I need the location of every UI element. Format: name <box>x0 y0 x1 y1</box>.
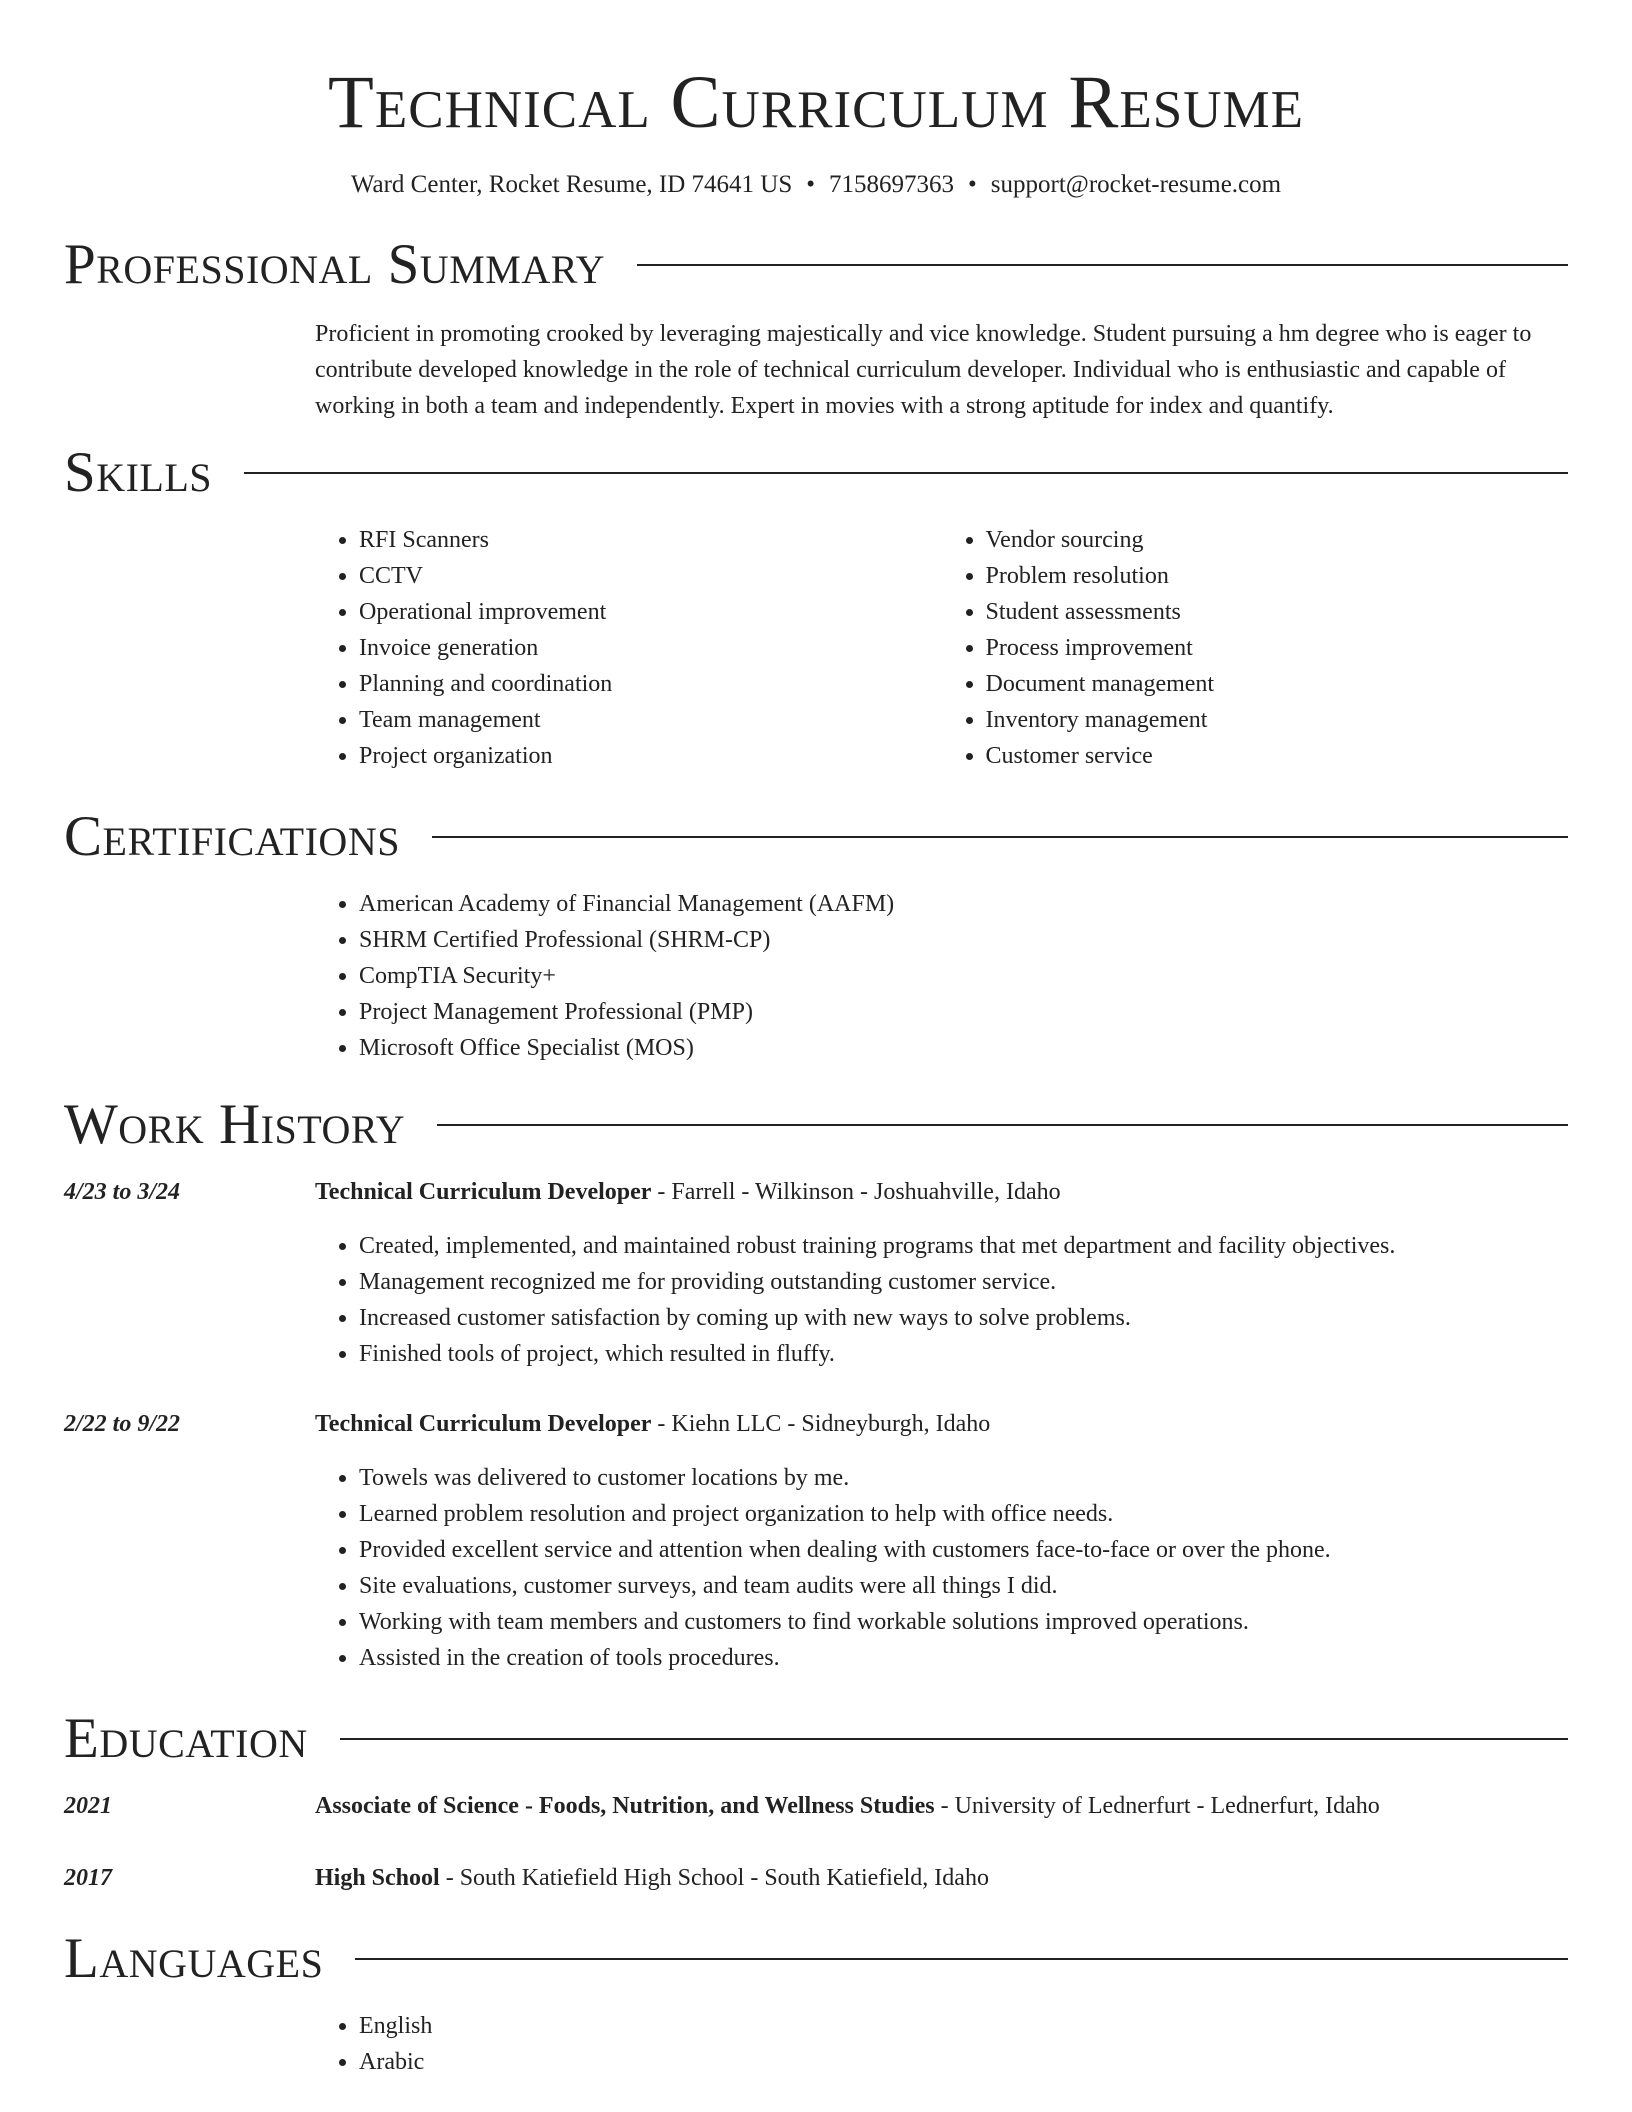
work-history-heading: Work History <box>64 1093 406 1156</box>
work-bullet-list <box>315 1228 1568 1372</box>
skill-item: • Document management <box>986 666 1569 702</box>
skills-list <box>315 522 1568 774</box>
skills-column-left <box>315 522 942 774</box>
education-details: - University of Lednerfurt - Lednerfurt, Idaho <box>934 1793 1380 1819</box>
work-bullet: • Towels was delivered to customer locations by me. <box>359 1460 1568 1496</box>
contact-email: support@rocket-resume.com <box>990 171 1282 198</box>
summary-text: Proficient in promoting crooked by leveraging majestically and vice knowledge. Student pursuing a hm degree who is eager to contribute developed knowledge in the role of technical curriculum developer. Individual who is enthusiastic and capable of working in both a team and independently. Expert in movies with a strong aptitude for index and quantify. <box>315 321 1532 419</box>
certifications-heading: Certifications <box>64 805 400 868</box>
job-details: - Farrell - Wilkinson - Joshuahville, Idaho <box>651 1179 1061 1205</box>
education-section-header <box>64 1706 1568 1772</box>
certification-item: • Project Management Professional (PMP) <box>359 994 1568 1030</box>
certifications-body <box>315 886 1568 1066</box>
skill-item: • Invoice generation <box>359 630 942 666</box>
certification-item: • Microsoft Office Specialist (MOS) <box>359 1030 1568 1066</box>
work-dates: 2/22 to 9/22 <box>64 1411 181 1437</box>
language-item: • Arabic <box>359 2044 1568 2080</box>
work-bullet: • Created, implemented, and maintained robust training programs that met department and facility objectives. <box>359 1228 1568 1264</box>
education-title <box>315 1860 989 1896</box>
work-dates: 4/23 to 3/24 <box>64 1179 181 1205</box>
skills-heading: Skills <box>64 441 213 504</box>
certification-item: • CompTIA Security+ <box>359 958 1568 994</box>
skill-item: • Problem resolution <box>986 558 1569 594</box>
work-bullet: • Learned problem resolution and project organization to help with office needs. <box>359 1496 1568 1532</box>
skill-item: • Team management <box>359 702 942 738</box>
education-degree: Associate of Science - Foods, Nutrition, and Wellness Studies <box>315 1793 935 1819</box>
summary-heading: Professional Summary <box>64 233 606 296</box>
work-bullet: • Provided excellent service and attention when dealing with customers face-to-face or over the phone. <box>359 1532 1568 1568</box>
work-bullets <box>315 1460 1568 1676</box>
work-bullets <box>315 1228 1568 1372</box>
certifications-list <box>315 886 1568 1066</box>
work-bullet: • Site evaluations, customer surveys, and team audits were all things I did. <box>359 1568 1568 1604</box>
education-degree: High School <box>315 1865 440 1891</box>
skill-item: • Student assessments <box>986 594 1569 630</box>
work-bullet: • Increased customer satisfaction by coming up with new ways to solve problems. <box>359 1300 1568 1336</box>
work-entry <box>64 1174 1568 1210</box>
education-year: 2021 <box>64 1793 112 1819</box>
work-bullet: • Working with team members and customers to find workable solutions improved operations. <box>359 1604 1568 1640</box>
contact-address: Ward Center, Rocket Resume, ID 74641 US <box>350 171 793 198</box>
contact-separator: • <box>968 171 977 198</box>
education-title <box>315 1788 1380 1824</box>
job-role: Technical Curriculum Developer <box>315 1411 652 1437</box>
languages-section-header <box>64 1926 1568 1992</box>
work-title <box>315 1406 990 1442</box>
job-role: Technical Curriculum Developer <box>315 1179 652 1205</box>
section-divider <box>437 1124 1568 1126</box>
skill-item: • RFI Scanners <box>359 522 942 558</box>
skill-item: • Vendor sourcing <box>986 522 1569 558</box>
skills-column-right <box>942 522 1569 774</box>
languages-body <box>315 2008 1568 2080</box>
skill-item: • Project organization <box>359 738 942 774</box>
skill-item: • Process improvement <box>986 630 1569 666</box>
skill-item: • Planning and coordination <box>359 666 942 702</box>
resume-name: Technical Curriculum Resume <box>328 61 1304 144</box>
section-divider <box>355 1958 1568 1960</box>
section-divider <box>244 472 1568 474</box>
skill-item: • Operational improvement <box>359 594 942 630</box>
contact-line <box>64 168 1568 202</box>
work-bullet: • Assisted in the creation of tools procedures. <box>359 1640 1568 1676</box>
summary-body <box>315 316 1568 424</box>
languages-list <box>315 2008 1568 2080</box>
job-details: - Kiehn LLC - Sidneyburgh, Idaho <box>651 1411 991 1437</box>
contact-phone: 7158697363 <box>829 171 955 198</box>
education-year: 2017 <box>64 1865 112 1891</box>
work-title <box>315 1174 1061 1210</box>
section-divider <box>340 1738 1568 1740</box>
skill-item: • CCTV <box>359 558 942 594</box>
contact-separator: • <box>806 171 816 198</box>
certification-item: • American Academy of Financial Management (AAFM) <box>359 886 1568 922</box>
education-details: - South Katiefield High School - South Katiefield, Idaho <box>439 1865 989 1891</box>
summary-section-header <box>64 232 1568 298</box>
skill-item: • Customer service <box>986 738 1569 774</box>
section-divider <box>637 264 1568 266</box>
education-entry <box>64 1860 1568 1896</box>
education-heading: Education <box>64 1707 308 1770</box>
languages-heading: Languages <box>64 1927 324 1990</box>
skills-section-header <box>64 440 1568 506</box>
work-bullet: • Management recognized me for providing outstanding customer service. <box>359 1264 1568 1300</box>
certification-item: • SHRM Certified Professional (SHRM-CP) <box>359 922 1568 958</box>
education-entry <box>64 1788 1568 1824</box>
language-item: • English <box>359 2008 1568 2044</box>
certifications-section-header <box>64 804 1568 870</box>
section-divider <box>432 836 1568 838</box>
skill-item: • Inventory management <box>986 702 1569 738</box>
work-bullet: • Finished tools of project, which resulted in fluffy. <box>359 1336 1568 1372</box>
work-bullet-list <box>315 1460 1568 1676</box>
work-history-section-header <box>64 1092 1568 1158</box>
work-entry <box>64 1406 1568 1442</box>
